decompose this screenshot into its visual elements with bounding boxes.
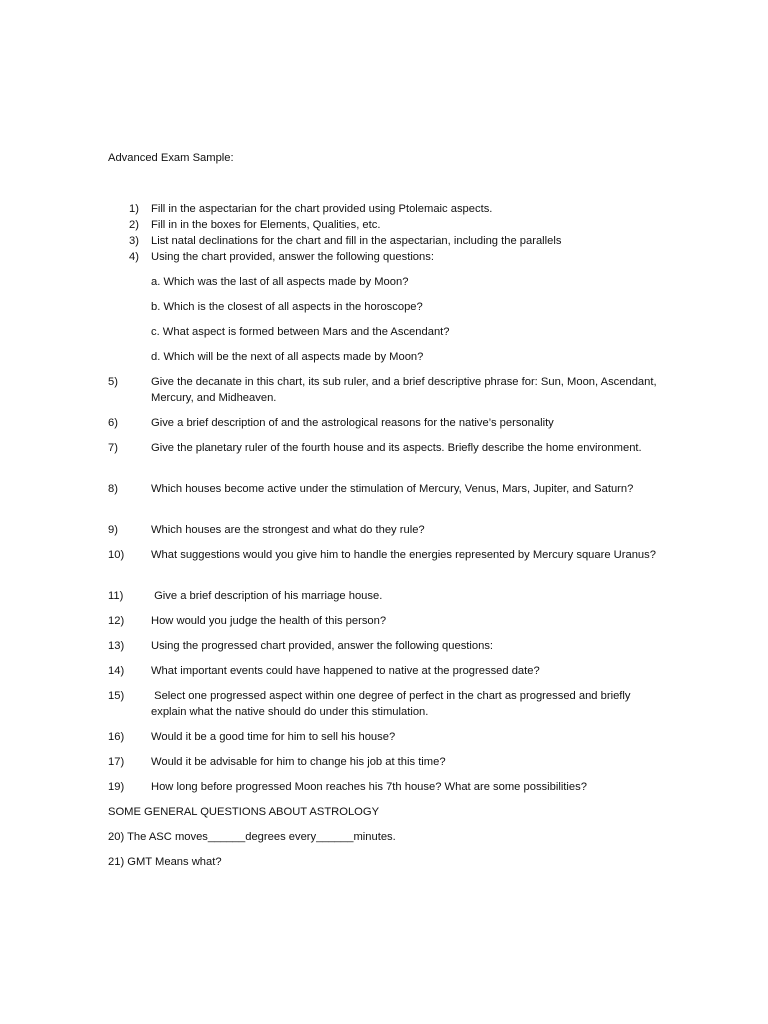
section-heading: SOME GENERAL QUESTIONS ABOUT ASTROLOGY [108,806,380,818]
general-question: 21) GMT Means what? [108,856,222,868]
question-number: 6) [108,417,118,429]
subquestion: c. What aspect is formed between Mars and the Ascendant? [151,326,450,338]
question-text: Would it be a good time for him to sell his house? [151,731,396,743]
numbered-list [108,201,668,265]
question-15 [108,688,668,720]
list-item [108,217,668,233]
subquestion: d. Which will be the next of all aspects made by Moon? [151,351,424,363]
subquestion: a. Which was the last of all aspects made by Moon? [151,276,409,288]
question-text: Give the planetary ruler of the fourth house and its aspects. Briefly describe the home environment. [151,442,642,454]
item-text: List natal declinations for the chart and fill in the aspectarian, including the parallels [151,235,562,247]
question-5 [108,374,668,406]
list-item [108,201,668,217]
question-14 [108,663,668,679]
question-text: Give a brief description of and the astrological reasons for the native’s personality [151,417,554,429]
question-6 [108,415,668,431]
question-text: How long before progressed Moon reaches his 7th house? What are some possibilities? [151,781,587,793]
question-text: Give the decanate in this chart, its sub ruler, and a brief descriptive phrase for: Sun, Moon, Ascendant, Mercury, and Midheaven. [151,376,657,404]
question-number: 15) [108,690,125,702]
question-7 [108,440,668,456]
question-11 [108,588,668,604]
question-number: 14) [108,665,125,677]
question-text: Which houses are the strongest and what do they rule? [151,524,425,536]
question-text: Would it be advisable for him to change his job at this time? [151,756,446,768]
question-text: Select one progressed aspect within one degree of perfect in the chart as progressed and briefly explain what the native should do under this stimulation. [151,690,634,718]
question-number: 9) [108,524,118,536]
question-number: 5) [108,376,118,388]
question-number: 17) [108,756,125,768]
question-16 [108,729,668,745]
question-8 [108,481,668,497]
question-number: 8) [108,483,118,495]
question-number: 12) [108,615,125,627]
page-title: Advanced Exam Sample: [108,152,234,164]
question-number: 16) [108,731,125,743]
question-number: 7) [108,442,118,454]
item-number: 3) [129,235,139,247]
question-10 [108,547,668,563]
general-question: 20) The ASC moves______degrees every______minutes. [108,831,396,843]
question-19 [108,779,668,795]
item-number: 1) [129,203,139,215]
question-12 [108,613,668,629]
subquestion: b. Which is the closest of all aspects in the horoscope? [151,301,423,313]
question-text: Give a brief description of his marriage house. [151,590,383,602]
question-number: 19) [108,781,125,793]
question-number: 10) [108,549,125,561]
item-number: 2) [129,219,139,231]
list-item [108,233,668,249]
list-item [108,249,668,265]
question-text: Using the progressed chart provided, answer the following questions: [151,640,494,652]
question-17 [108,754,668,770]
item-number: 4) [129,251,139,263]
item-text: Using the chart provided, answer the following questions: [151,251,434,263]
question-text: What suggestions would you give him to handle the energies represented by Mercury square Uranus? [151,549,656,561]
question-text: How would you judge the health of this person? [151,615,387,627]
question-13 [108,638,668,654]
item-text: Fill in in the boxes for Elements, Qualities, etc. [151,219,381,231]
item-text: Fill in the aspectarian for the chart provided using Ptolemaic aspects. [151,203,493,215]
question-9 [108,522,668,538]
question-text: What important events could have happened to native at the progressed date? [151,665,540,677]
question-number: 13) [108,640,125,652]
question-text: Which houses become active under the stimulation of Mercury, Venus, Mars, Jupiter, and Saturn? [151,483,634,495]
question-number: 11) [108,590,124,602]
